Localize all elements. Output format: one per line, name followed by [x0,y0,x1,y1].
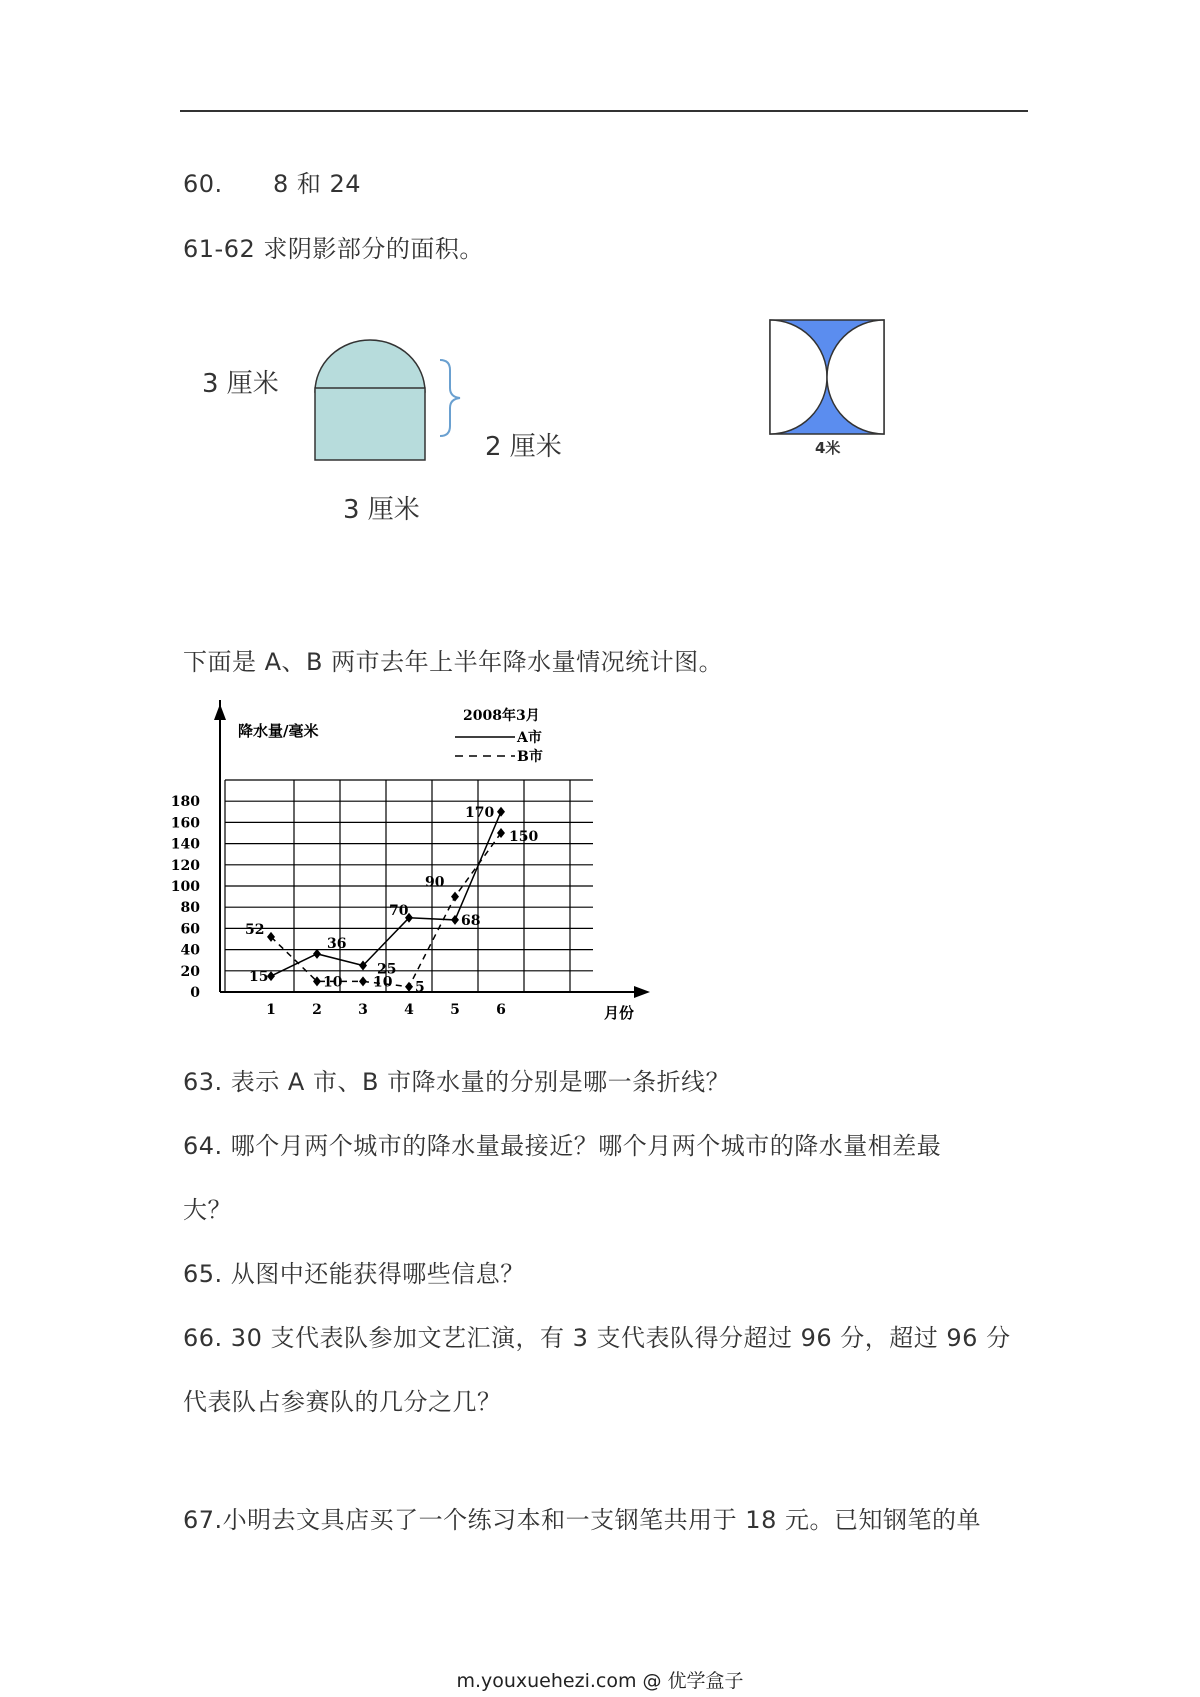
chart-series [245,805,538,996]
question-64-line2: 大？ [183,1196,232,1224]
figure-square-arcs [760,310,900,460]
header-rule [180,110,1028,112]
series-a-data-label: 170 [465,804,495,821]
question-64-line1: 64. 哪个月两个城市的降水量最接近？哪个月两个城市的降水量相差最 [183,1132,942,1160]
y-tick-label: 100 [170,879,200,895]
question-66-line1: 66. 30 支代表队参加文艺汇演，有 3 支代表队得分超过 96 分，超过 96 分 [183,1324,1011,1352]
y-tick-label: 180 [170,794,200,811]
chart-grid [225,780,593,992]
y-tick-label: 120 [170,857,200,874]
x-tick-label: 1 [266,1002,276,1018]
y-tick-label: 80 [180,900,200,917]
y-tick-label: 20 [180,963,200,980]
question-63: 63. 表示 A 市、B 市降水量的分别是哪一条折线？ [183,1068,731,1096]
y-tick-label: 160 [170,815,200,832]
x-tick-label: 3 [358,1002,368,1018]
x-tick-label: 2 [312,1002,322,1018]
series-a-data-label: 25 [377,961,397,978]
label-left: 3 厘米 [202,369,279,399]
x-tick-label: 6 [496,1002,506,1018]
square-side-label: 4米 [815,439,841,457]
series-b-data-label: 52 [245,921,265,938]
legend-a-label: A市 [517,730,542,746]
chart-intro: 下面是 A、B 两市去年上半年降水量情况统计图。 [183,648,724,676]
series-a-point [451,915,459,925]
series-b-data-label: 5 [415,979,425,996]
question-61-62: 61-62 求阴影部分的面积。 [183,235,484,263]
series-a-data-label: 36 [327,935,347,952]
series-b-data-label: 10 [323,974,343,991]
legend-title: 2008年3月 [463,708,540,724]
label-right: 2 厘米 [485,432,562,462]
question-60-answer: 8 和 24 [272,170,362,198]
series-a-data-label: 70 [389,902,409,919]
y-tick-label: 140 [170,836,200,853]
y-tick-label: 60 [180,921,200,938]
y-axis-arrow [214,704,226,720]
y-tick-label: 0 [190,985,200,1001]
y-axis-label: 降水量/毫米 [238,722,319,740]
brace-shape [440,360,460,436]
series-b-point [359,976,367,986]
series-b-point [451,892,459,902]
question-60 [183,164,361,199]
x-axis-label: 月份 [604,1004,635,1022]
semicircle-shape [315,340,425,392]
question-65: 65. 从图中还能获得哪些信息？ [183,1260,525,1288]
series-a-point [313,949,321,959]
legend-b-label: B市 [517,749,543,765]
series-b-data-label: 10 [373,974,393,991]
x-axis-arrow [634,986,650,998]
series-b-data-label: 90 [425,874,445,891]
series-a-data-label: 68 [461,912,481,929]
series-b-point [405,982,413,992]
series-b-data-label: 150 [509,829,539,845]
rectangle-shape [315,388,425,460]
rainfall-line-chart [170,700,660,1030]
x-tick-label: 5 [450,1002,460,1018]
figure-semicircle-rectangle [190,300,590,540]
label-bottom: 3 厘米 [343,495,420,525]
y-tick-label: 40 [180,942,200,959]
page-footer: m.youxuehezi.com @ 优学盒子 [456,1670,744,1692]
series-a-point [497,807,505,817]
question-67: 67.小明去文具店买了一个练习本和一支钢笔共用于 18 元。已知钢笔的单 [183,1506,981,1534]
question-66-line2: 代表队占参赛队的几分之几？ [183,1388,502,1416]
series-a-data-label: 15 [249,969,269,986]
x-tick-label: 4 [404,1002,414,1018]
question-60-number: 60. [183,170,223,198]
